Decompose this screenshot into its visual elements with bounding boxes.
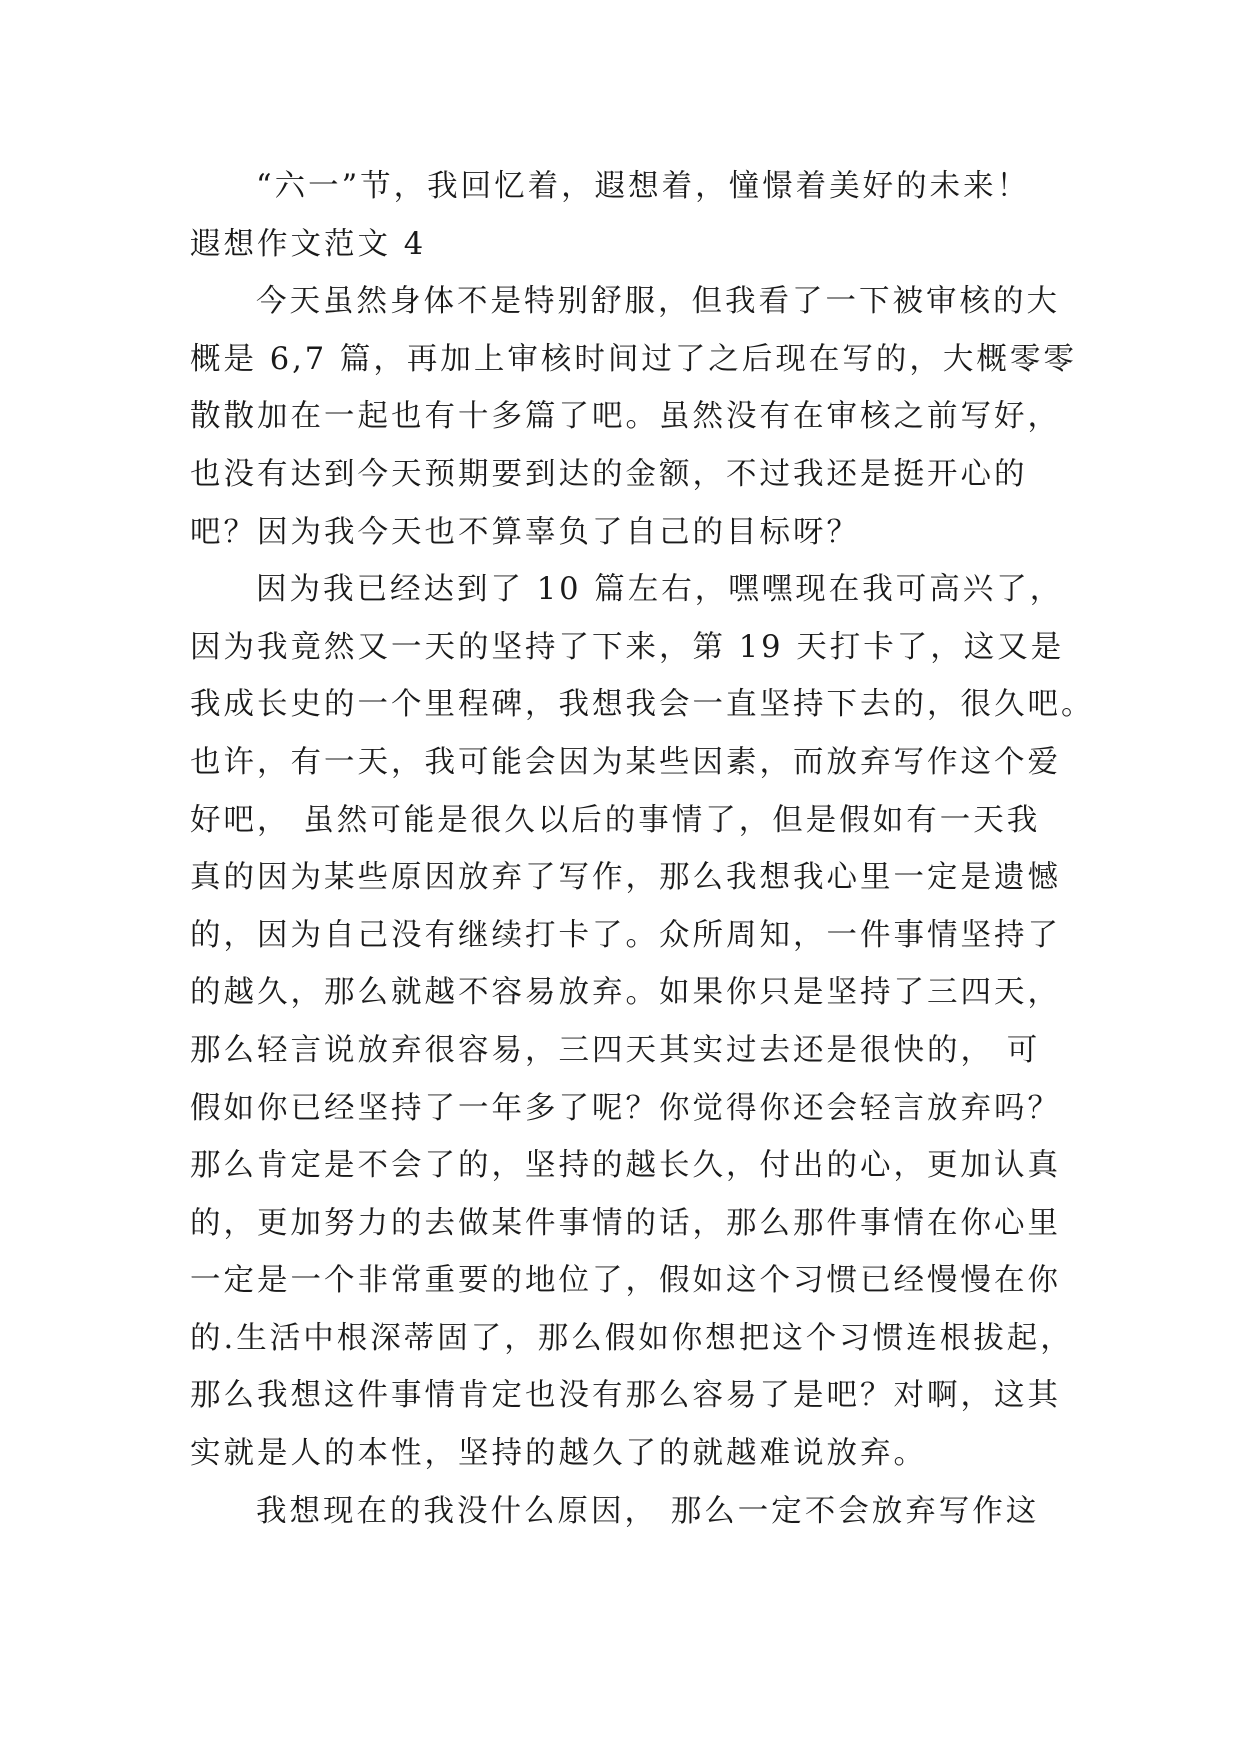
document-body [190, 158, 1095, 1540]
text-line: 今天虽然身体不是特别舒服，但我看了一下被审核的大 [256, 284, 1060, 320]
text-line: “六一”节，我回忆着，遐想着，憧憬着美好的未来！ [256, 169, 1031, 204]
text-line: 也许，有一天，我可能会因为某些因素，而放弃写作这个爱 [190, 744, 1061, 780]
text-line: 概是 6,7 篇，再加上审核时间过了之后现在写的，大概零零 [190, 341, 1077, 377]
text-line: 实就是人的本性，坚持的越久了的就越难说放弃。 [190, 1436, 927, 1472]
text-line: 假如你已经坚持了一年多了呢？你觉得你还会轻言放弃吗？ [190, 1090, 1061, 1126]
section-heading: 遐想作文范文 4 [190, 226, 427, 262]
text-line: 好吧， 虽然可能是很久以后的事情了，但是假如有一天我 [190, 802, 1041, 838]
text-line: 因为我已经达到了 10 篇左右，嘿嘿现在我可高兴了， [256, 572, 1064, 608]
text-line: 我成长史的一个里程碑，我想我会一直坚持下去的，很久吧。 [190, 687, 1095, 723]
text-line: 的越久，那么就越不容易放弃。如果你只是坚持了三四天， [190, 975, 1061, 1011]
text-line: 吧？因为我今天也不算辜负了自己的目标呀？ [190, 514, 860, 550]
text-line: 我想现在的我没什么原因， 那么一定不会放弃写作这 [256, 1493, 1040, 1529]
text-line: 因为我竟然又一天的坚持了下来，第 19 天打卡了，这又是 [190, 629, 1065, 665]
text-line: 那么轻言说放弃很容易，三四天其实过去还是很快的， 可 [190, 1032, 1041, 1068]
text-line: 那么肯定是不会了的，坚持的越长久，付出的心，更加认真 [190, 1148, 1061, 1184]
text-line: 的，更加努力的去做某件事情的话，那么那件事情在你心里 [190, 1205, 1061, 1241]
text-line: 那么我想这件事情肯定也没有那么容易了是吧？对啊，这其 [190, 1378, 1061, 1414]
text-line: 的.生活中根深蒂固了，那么假如你想把这个习惯连根拔起， [190, 1320, 1074, 1356]
text-line: 真的因为某些原因放弃了写作，那么我想我心里一定是遗憾 [190, 860, 1061, 896]
text-line: 的，因为自己没有继续打卡了。众所周知，一件事情坚持了 [190, 917, 1061, 953]
text-line: 也没有达到今天预期要到达的金额，不过我还是挺开心的 [190, 456, 1028, 492]
text-line: 散散加在一起也有十多篇了吧。虽然没有在审核之前写好， [190, 399, 1061, 435]
text-line: 一定是一个非常重要的地位了，假如这个习惯已经慢慢在你 [190, 1263, 1061, 1299]
